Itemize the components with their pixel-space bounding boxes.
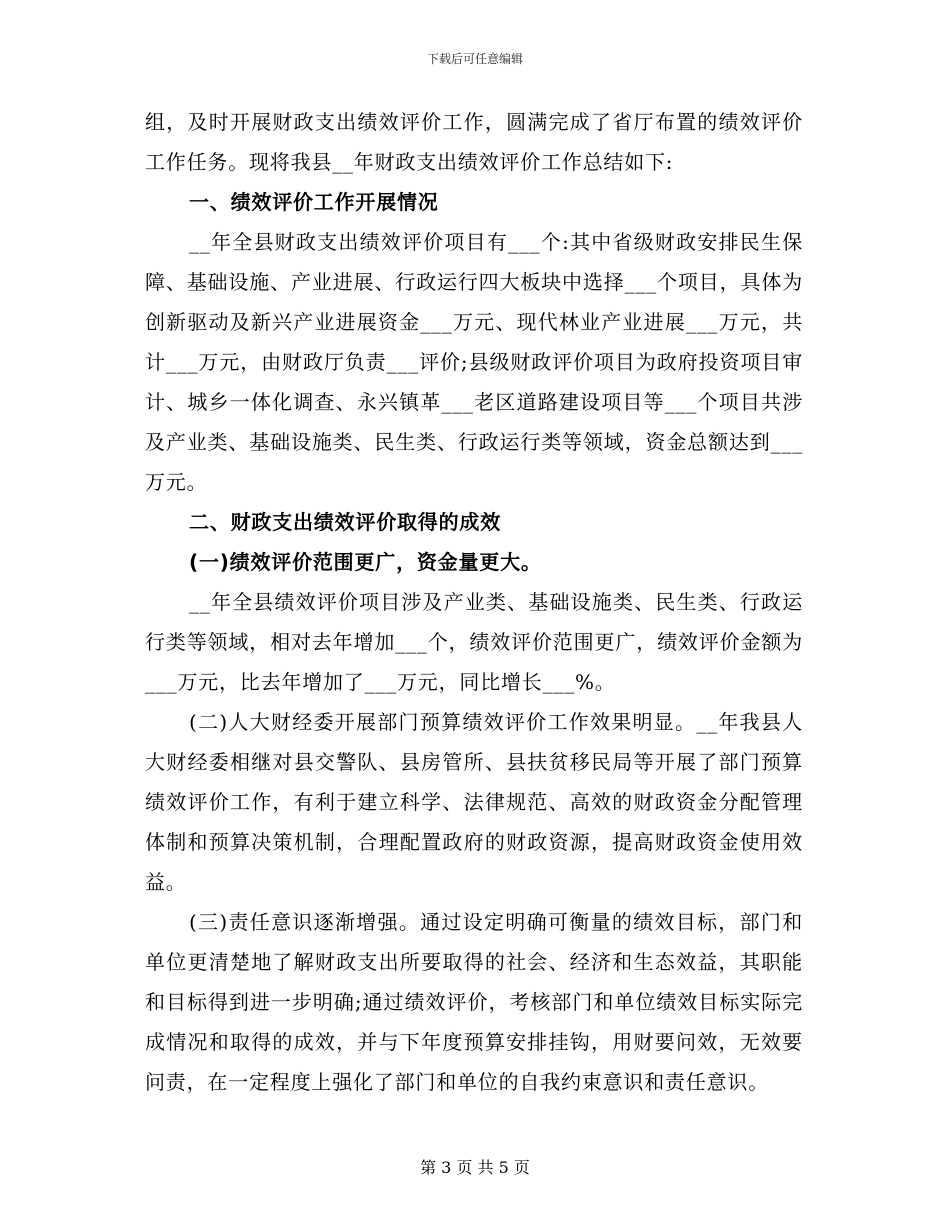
paragraph-responsibility-awareness: (三)责任意识逐渐增强。通过设定明确可衡量的绩效目标，部门和单位更清楚地了解财政支出所要取得的社会、经济和生态效益，其职能和目标得到进一步明确;通过绩效评价，考核部门和单位绩效目标实际完成情况和取得的成效，并与下年度预算安排挂钩，用财要问效，无效要问责，在一定程度上强化了部门和单位的自我约束意识和责任意识。	[145, 910, 803, 1094]
section-heading-1: 一、绩效评价工作开展情况	[189, 190, 439, 214]
document-body	[145, 102, 803, 1102]
paragraph-scope-expansion: __年全县绩效评价项目涉及产业类、基础设施类、民生类、行政运行类等领域，相对去年增加___个，绩效评价范围更广，绩效评价金额为___万元，比去年增加了___万元，同比增长___%。	[145, 590, 803, 694]
page-number-footer: 第 3 页 共 5 页	[420, 1158, 530, 1177]
paragraph-npc-budget-evaluation: (二)人大财经委开展部门预算绩效评价工作效果明显。__年我县人大财经委相继对县交警队、县房管所、县扶贫移民局等开展了部门预算绩效评价工作，有利于建立科学、法律规范、高效的财政资金分配管理体制和预算决策机制，合理配置政府的财政资源，提高财政资金使用效益。	[145, 710, 803, 894]
section-heading-2: 二、财政支出绩效评价取得的成效	[189, 510, 501, 534]
paragraph-intro-continuation: 组，及时开展财政支出绩效评价工作，圆满完成了省厅布置的绩效评价工作任务。现将我县__年财政支出绩效评价工作总结如下:	[145, 110, 803, 174]
page-header: 下载后可任意编辑	[426, 52, 523, 66]
paragraph-evaluation-overview: __年全县财政支出绩效评价项目有___个:其中省级财政安排民生保障、基础设施、产业进展、行政运行四大板块中选择___个项目，具体为创新驱动及新兴产业进展资金___万元、现代林业产业进展___万元，共计___万元，由财政厅负责___评价;县级财政评价项目为政府投资项目审计、城乡一体化调查、永兴镇革___老区道路建设项目等___个项目共涉及产业类、基础设施类、民生类、行政运行类等领域，资金总额达到___万元。	[145, 230, 803, 494]
subsection-heading-1: (一)绩效评价范围更广，资金量更大。	[189, 550, 542, 574]
